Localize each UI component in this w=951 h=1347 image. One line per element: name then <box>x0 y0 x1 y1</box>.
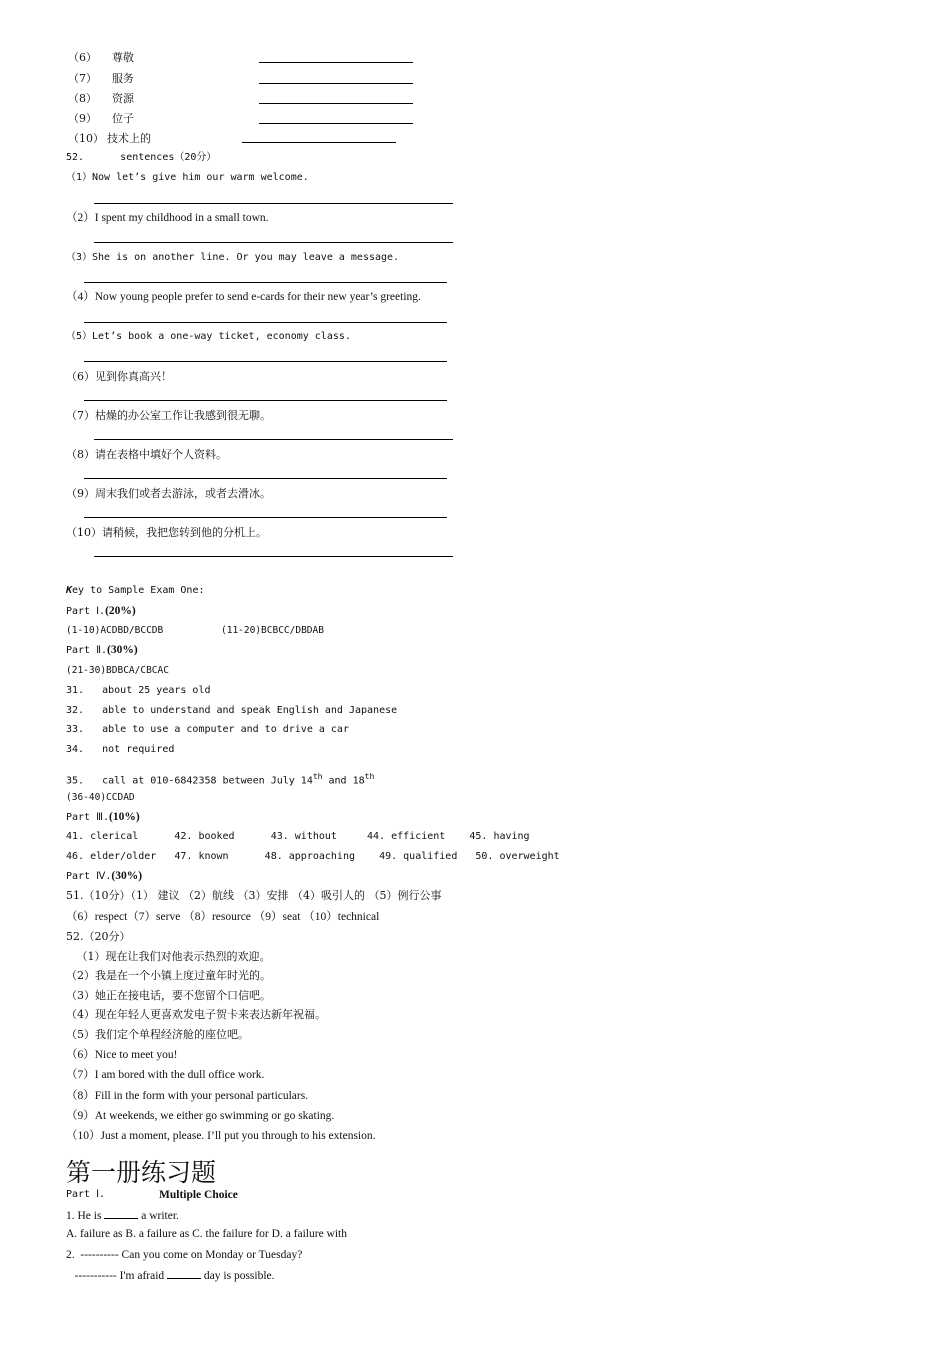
vocab-number: （6） <box>68 51 97 64</box>
answer-52-item: （4）现在年轻人更喜欢发电子贺卡来表达新年祝福。 <box>66 1008 326 1021</box>
vocab-word: 位子 <box>112 112 134 125</box>
answer-35 <box>66 766 374 792</box>
sentence-item: （6）见到你真高兴！ <box>66 370 172 383</box>
part-label: Part Ⅰ. <box>66 606 106 617</box>
answer-blank <box>242 142 396 143</box>
answer-34: 34. not required <box>66 744 175 755</box>
sentence-item: （5）Let’s book a one-way ticket, economy class. <box>66 331 351 342</box>
question-text: a writer. <box>138 1210 179 1222</box>
key-title <box>66 584 204 598</box>
question-text: day is possible. <box>201 1270 275 1282</box>
key-part-1-heading <box>66 604 136 619</box>
answer-blank <box>84 322 447 323</box>
key-title-initial: K <box>66 585 73 596</box>
part-label: Part Ⅱ. <box>66 645 108 656</box>
answers-1-10: (1-10)ACDBD/BCCDB <box>66 625 164 636</box>
answer-52-item: （8）Fill in the form with your personal particulars. <box>66 1090 309 1102</box>
vocab-number: （9） <box>68 112 97 125</box>
section-title: 第一册练习题 <box>66 1158 217 1187</box>
part-percent: (20%) <box>105 605 136 617</box>
answer-blank <box>84 478 447 479</box>
answer-blank <box>259 123 413 124</box>
answer-52-item: （3）她正在接电话，要不您留个口信吧。 <box>66 989 271 1002</box>
ordinal-suffix: th <box>364 772 375 781</box>
answer-blank <box>259 103 413 104</box>
answer-52-heading: 52.（20分） <box>66 930 131 943</box>
part-label: Part Ⅰ. <box>66 1189 106 1200</box>
sentence-item: （8）请在表格中填好个人资料。 <box>66 448 227 461</box>
sentence-item: （1）Now let’s give him our warm welcome. <box>66 172 309 183</box>
question-1-options: A. failure as B. a failure as C. the failure for D. a failure with <box>66 1228 348 1240</box>
answer-blank <box>94 439 453 440</box>
question-2-line-1: 2. ---------- Can you come on Monday or Tuesday? <box>66 1249 303 1261</box>
vocab-number: （10） <box>68 132 104 145</box>
question-text: ----------- I'm afraid <box>66 1270 165 1282</box>
answer-51-line-2: （6）respect（7）serve （8）resource （9）seat （10）technical <box>66 911 380 923</box>
sentence-item: （2）I spent my childhood in a small town. <box>66 212 269 224</box>
sentence-item: （10）请稍候，我把您转到他的分机上。 <box>66 526 267 539</box>
answer-blank <box>94 242 453 243</box>
vocab-word: 尊敬 <box>112 51 134 64</box>
part-percent: (30%) <box>107 644 138 656</box>
part-percent: (10%) <box>109 811 140 823</box>
sentence-item: （4）Now young people prefer to send e-cards for their new year’s greeting. <box>66 291 421 303</box>
answer-52-item: （9）At weekends, we either go swimming or go skating. <box>66 1110 335 1122</box>
ordinal-suffix: th <box>312 772 323 781</box>
question-1 <box>66 1208 179 1223</box>
question-52-heading: 52. sentences（20分） <box>66 152 217 163</box>
answer-52-item: （2）我是在一个小镇上度过童年时光的。 <box>66 969 271 982</box>
answer-35-text: 35. call at 010-6842358 between July 14 <box>66 775 313 787</box>
vocab-word: 资源 <box>112 92 134 105</box>
answer-36-40: (36-40)CCDAD <box>66 792 135 803</box>
key-answers-21-30: (21-30)BDBCA/CBCAC <box>66 665 169 676</box>
key-title-rest: ey to Sample Exam One: <box>72 585 205 596</box>
answer-52-item: （6）Nice to meet you! <box>66 1049 178 1061</box>
answer-35-text: and 18 <box>322 775 365 787</box>
answer-blank <box>84 282 447 283</box>
answer-blank <box>94 203 453 204</box>
answer-52-item: （1）现在让我们对他表示热烈的欢迎。 <box>66 950 271 963</box>
book1-part-heading <box>66 1188 238 1202</box>
answer-52-item: （7）I am bored with the dull office work. <box>66 1069 265 1081</box>
answers-11-20: (11-20)BCBCC/DBDAB <box>221 625 324 636</box>
answers-41-45: 41. clerical 42. booked 43. without 44. efficient 45. having <box>66 831 530 842</box>
answer-blank <box>167 1268 201 1279</box>
part-name: Multiple Choice <box>159 1189 238 1201</box>
answers-46-50: 46. elder/older 47. known 48. approaching 49. qualified 50. overweight <box>66 851 560 862</box>
answer-31: 31. about 25 years old <box>66 685 211 696</box>
answer-32: 32. able to understand and speak English and Japanese <box>66 705 398 716</box>
question-2-line-2 <box>66 1268 275 1283</box>
answer-blank <box>84 361 447 362</box>
key-part-2-heading <box>66 643 138 658</box>
answer-blank <box>84 400 447 401</box>
key-part-4-heading <box>66 869 142 884</box>
sentence-item: （3）She is on another line. Or you may leave a message. <box>66 252 400 263</box>
answer-33: 33. able to use a computer and to drive a car <box>66 724 349 735</box>
question-text: 1. He is <box>66 1210 102 1222</box>
answer-blank <box>259 83 413 84</box>
sentence-item: （7）枯燥的办公室工作让我感到很无聊。 <box>66 409 271 422</box>
sentence-item: （9）周末我们或者去游泳，或者去滑冰。 <box>66 487 271 500</box>
vocab-word: 技术上的 <box>107 132 151 145</box>
answer-blank <box>94 556 453 557</box>
answer-blank <box>259 62 413 63</box>
key-part-3-heading <box>66 810 140 825</box>
part-percent: (30%) <box>111 870 143 882</box>
answer-52-item: （5）我们定个单程经济舱的座位吧。 <box>66 1028 249 1041</box>
part-label: Part Ⅳ. <box>66 871 112 882</box>
part-label: Part Ⅲ. <box>66 812 110 823</box>
answer-blank <box>104 1208 138 1219</box>
answer-52-item: （10）Just a moment, please. I’ll put you through to his extension. <box>66 1130 376 1142</box>
vocab-number: （8） <box>68 92 97 105</box>
answer-51-line-1: 51.（10分）（1） 建议 （2）航线 （3）安排 （4）吸引人的 （5）例行公事 <box>66 889 442 902</box>
vocab-number: （7） <box>68 72 97 85</box>
vocab-word: 服务 <box>112 72 134 85</box>
key-part-1-answers <box>66 624 324 638</box>
answer-blank <box>84 517 447 518</box>
